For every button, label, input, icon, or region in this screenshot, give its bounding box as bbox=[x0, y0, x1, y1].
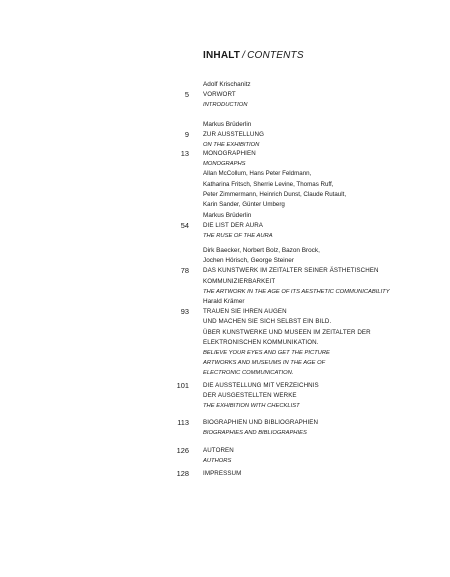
entry-text bbox=[203, 469, 443, 479]
entry-title: ÜBER KUNSTWERKE UND MUSEEN IM ZEITALTER DER bbox=[203, 328, 371, 336]
contents-heading bbox=[203, 50, 304, 61]
entry-english-title: AUTHORS bbox=[203, 458, 232, 465]
entry-title: AUTOREN bbox=[203, 447, 234, 454]
entry-english-title: ARTWORKS AND MUSEUMS IN THE AGE OF bbox=[203, 360, 326, 367]
entry-title: VORWORT bbox=[203, 91, 236, 99]
entry-english-title: ELECTRONIC COMMUNICATION. bbox=[203, 370, 294, 377]
heading-english: CONTENTS bbox=[247, 50, 304, 61]
entry-text bbox=[203, 211, 443, 242]
entry-title: DIE LIST DER AURA bbox=[203, 222, 264, 230]
entry-artist-names: Peter Zimmermann, Heinrich Dunst, Claude Rutault, bbox=[203, 190, 347, 198]
page-number: 126 bbox=[176, 446, 189, 455]
entry-title: DIE AUSSTELLUNG MIT VERZEICHNIS bbox=[203, 382, 319, 389]
entry-english-title: INTRODUCTION bbox=[203, 102, 248, 109]
entry-title: DAS KUNSTWERK IM ZEITALTER SEINER ÄSTHETISCHEN bbox=[203, 267, 379, 275]
entry-author: Adolf Krischanitz bbox=[203, 81, 251, 88]
entry-title: BIOGRAPHIEN UND BIBLIOGRAPHIEN bbox=[203, 419, 319, 426]
heading-german: INHALT bbox=[203, 50, 241, 61]
entry-author: Markus Brüderlin bbox=[203, 212, 252, 219]
entry-artist-names: Katharina Fritsch, Sherrie Levine, Thomas Ruff, bbox=[203, 180, 334, 188]
page-number: 128 bbox=[176, 469, 189, 478]
entry-text bbox=[203, 446, 443, 466]
page-number: 93 bbox=[180, 307, 189, 317]
entry-english-title: BIOGRAPHIES AND BIBLIOGRAPHIES bbox=[203, 430, 307, 437]
page-number: 13 bbox=[180, 149, 189, 158]
entry-text bbox=[203, 120, 443, 151]
entry-text bbox=[203, 246, 443, 297]
entry-title: IMPRESSUM bbox=[203, 470, 242, 477]
entry-text bbox=[203, 381, 443, 412]
entry-english-title: THE ARTWORK IN THE AGE OF ITS AESTHETIC COMMUNICABILITY bbox=[203, 288, 390, 295]
entry-english-title: MONOGRAPHS bbox=[203, 161, 246, 168]
page-number: 54 bbox=[180, 221, 189, 231]
entry-title: KOMMUNIZIERBARKEIT bbox=[203, 277, 276, 285]
entry-author: Jochen Hörisch, George Steiner bbox=[203, 257, 294, 265]
entry-artist-names: Karin Sander, Günter Umberg bbox=[203, 201, 285, 209]
entry-english-title: BELIEVE YOUR EYES AND GET THE PICTURE bbox=[203, 350, 330, 357]
entry-english-title: THE RUSE OF THE AURA bbox=[203, 233, 273, 240]
entry-text bbox=[203, 297, 443, 379]
entry-text bbox=[203, 80, 443, 111]
page-number: 5 bbox=[184, 90, 189, 100]
entry-english-title: THE EXHIBITION WITH CHECKLIST bbox=[203, 403, 300, 410]
heading-separator: / bbox=[242, 50, 246, 61]
entry-author: Harald Krämer bbox=[203, 298, 245, 305]
entry-title: TRAUEN SIE IHREN AUGEN bbox=[203, 308, 287, 316]
page-number: 113 bbox=[177, 418, 189, 427]
entry-artist-names: Allan McCollum, Hans Peter Feldmann, bbox=[203, 170, 312, 178]
entry-author: Markus Brüderlin bbox=[203, 121, 252, 128]
entry-title: ZUR AUSSTELLUNG bbox=[203, 131, 264, 139]
page-number: 9 bbox=[184, 130, 189, 140]
entry-title: MONOGRAPHIEN bbox=[203, 150, 256, 157]
entry-text bbox=[203, 418, 443, 438]
page-number: 101 bbox=[176, 381, 189, 390]
entry-title: ELEKTRONISCHEN KOMMUNIKATION. bbox=[203, 338, 319, 346]
page-number: 78 bbox=[180, 266, 189, 276]
entry-author: Dirk Baecker, Norbert Bolz, Bazon Brock, bbox=[203, 247, 320, 254]
entry-english-title: ON THE EXHIBITION bbox=[203, 142, 260, 149]
entry-title: UND MACHEN SIE SICH SELBST EIN BILD. bbox=[203, 318, 332, 326]
entry-title: DER AUSGESTELLTEN WERKE bbox=[203, 392, 297, 400]
entry-text bbox=[203, 149, 443, 210]
